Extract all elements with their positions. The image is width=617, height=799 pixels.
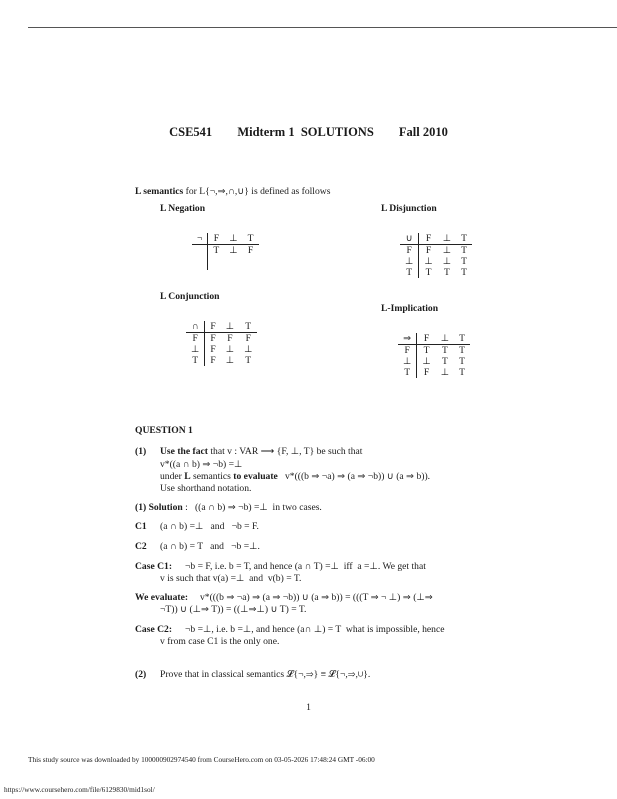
disj-head-cell: ⊥ [438, 233, 456, 245]
c1-label: C1 [135, 521, 147, 532]
exam-term: Fall 2010 [398, 125, 448, 139]
conj-cell: T [245, 355, 252, 366]
disj-cell: ⊥ [424, 256, 433, 267]
q1-number: (1) [135, 446, 147, 457]
q1-line1-text: that v : VAR ⟶ {F, ⊥, T} be such that [207, 446, 363, 457]
disj-cell: ⊥ [442, 256, 452, 267]
conj-cell: ⊥ [225, 355, 235, 366]
q1-bold: Use the fact [160, 446, 208, 457]
q1-line4: Use shorthand notation. [160, 483, 252, 494]
disj-cell: T [425, 267, 432, 278]
q1-line1 [160, 446, 362, 458]
impl-cell: F [423, 367, 430, 378]
disj-op: ∪ [400, 233, 419, 245]
disj-head-cell: F [419, 233, 438, 245]
case-c1-line1: ¬b = F, i.e. b = T, and hence (a ∩ T) =⊥ iff a =⊥. We get that [185, 561, 426, 572]
impl-head-cell: ⊥ [436, 333, 454, 345]
c2-text: (a ∩ b) = T and ¬b =⊥. [160, 541, 260, 552]
impl-cell: T [423, 345, 430, 356]
impl-head-cell: T [454, 333, 470, 345]
q1-line3: under L semantics to evaluate v*(((b ⇒ ¬a) ⇒ (a ⇒ ¬b)) ∪ (a ⇒ b)). [160, 471, 431, 482]
q1-line2: v*((a ∩ b) ⇒ ¬b) =⊥ [160, 459, 243, 470]
disj-cell: T [443, 267, 450, 278]
evaluate-line1: v*(((b ⇒ ¬a) ⇒ (a ⇒ ¬b)) ∪ (a ⇒ b)) = (((T ⇒ ¬ ⊥) ⇒ (⊥⇒ [200, 592, 433, 603]
impl-cell: T [441, 345, 448, 356]
negation-table [192, 233, 259, 270]
impl-cell: ⊥ [440, 367, 450, 378]
conjunction-table [186, 321, 257, 366]
conjunction-title: L Conjunction [160, 291, 220, 302]
intro-line [135, 186, 330, 198]
disj-cell: F [425, 245, 432, 256]
disjunction-table [400, 233, 472, 278]
negation-title: L Negation [160, 203, 206, 214]
conj-cell: ⊥ [225, 344, 235, 355]
neg-head-cell: ⊥ [224, 233, 242, 245]
conj-head-cell: F [205, 321, 221, 333]
document-title [0, 125, 617, 140]
footer-url-link[interactable]: https://www.coursehero.com/file/6129830/mid1sol/ [4, 785, 155, 794]
impl-op: ⇒ [398, 333, 417, 345]
neg-head-cell: T [243, 233, 259, 245]
course-code: CSE541 [169, 125, 213, 139]
disj-row-head: T [400, 267, 419, 278]
conj-cell: F [210, 333, 216, 344]
impl-cell: T [459, 367, 465, 378]
disj-cell: T [461, 256, 467, 267]
neg-op: ¬ [192, 233, 208, 245]
implication-table [398, 333, 470, 378]
impl-cell: T [459, 356, 465, 367]
solution-line: (1) Solution : ((a ∩ b) ⇒ ¬b) =⊥ in two cases. [135, 502, 322, 513]
case-c1-line2: v is such that v(a) =⊥ and v(b) = T. [160, 573, 302, 584]
conj-head-cell: T [239, 321, 257, 333]
case-c2-label: Case C2: [135, 624, 173, 635]
intro-bold: L semantics [135, 186, 184, 197]
disj-row-head: ⊥ [400, 256, 419, 267]
conj-cell: F [210, 355, 216, 366]
impl-cell: T [441, 356, 448, 367]
case-c2-line2: v from case C1 is the only one. [160, 636, 280, 647]
case-c1-label: Case C1: [135, 561, 173, 572]
evaluate-line2: ¬T)) ∪ (⊥⇒ T)) = ((⊥⇒⊥) ∪ T) = T. [160, 604, 307, 615]
implication-title: L-Implication [381, 303, 439, 314]
case-c2-line1: ¬b =⊥, i.e. b =⊥, and hence (a∩ ⊥) = T what is impossible, hence [185, 624, 445, 635]
impl-row-head: F [398, 345, 417, 357]
impl-cell: T [459, 345, 465, 356]
disj-row-head: F [400, 245, 419, 257]
conj-head-cell: ⊥ [221, 321, 239, 333]
conj-row-head: ⊥ [186, 344, 205, 355]
q2-text: Prove that in classical semantics 𝓛{¬,⇒} ≡ 𝓛{¬,⇒,∪}. [160, 669, 371, 680]
conj-cell: F [210, 344, 216, 355]
conj-cell: F [227, 333, 233, 344]
q2-number: (2) [135, 669, 147, 680]
disjunction-title: L Disjunction [381, 203, 437, 214]
disj-cell: T [461, 267, 467, 278]
impl-cell: ⊥ [422, 356, 431, 367]
disj-head-cell: T [456, 233, 472, 245]
impl-head-cell: F [417, 333, 436, 345]
intro-text: for L{¬,⇒,∩,∪} is defined as follows [183, 186, 331, 197]
question-heading: QUESTION 1 [135, 425, 193, 436]
disj-cell: T [461, 245, 467, 256]
conj-cell: F [245, 333, 251, 344]
top-rule [28, 27, 617, 28]
neg-cell: F [247, 245, 254, 256]
exam-title: Midterm 1 SOLUTIONS [237, 125, 374, 139]
conj-op: ∩ [186, 321, 205, 333]
c2-label: C2 [135, 541, 147, 552]
conj-cell: ⊥ [244, 344, 253, 355]
evaluate-label: We evaluate: [135, 592, 189, 603]
neg-cell: T [213, 245, 220, 256]
disj-cell: ⊥ [442, 245, 452, 256]
footer-download-note: This study source was downloaded by 100000902974540 from CourseHero.com on 03-05-2026 17:48:24 GMT -06:00 [28, 755, 375, 764]
page-number: 1 [306, 702, 311, 713]
c1-text: (a ∩ b) =⊥ and ¬b = F. [160, 521, 259, 532]
impl-row-head: ⊥ [398, 356, 417, 367]
conj-row-head: F [186, 333, 205, 345]
neg-head-cell: F [208, 233, 224, 245]
impl-row-head: T [398, 367, 417, 378]
neg-cell: ⊥ [229, 245, 238, 256]
conj-row-head: T [186, 355, 205, 366]
